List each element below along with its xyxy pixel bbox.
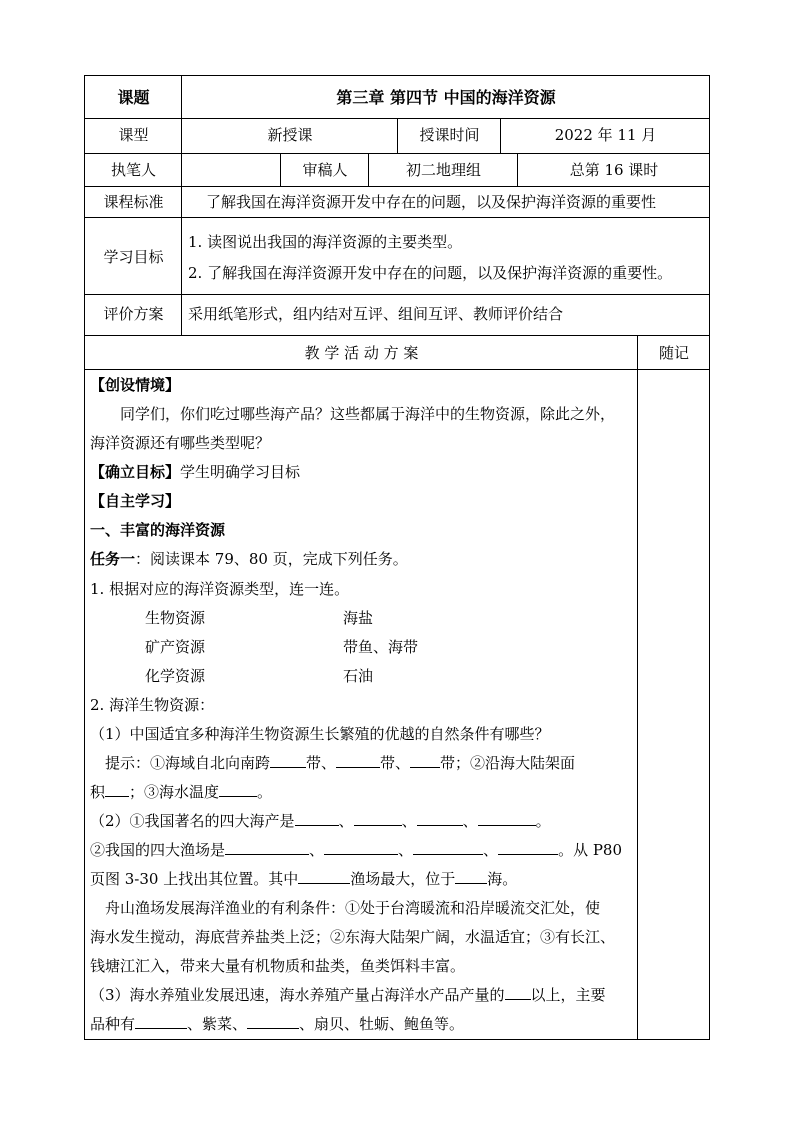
match-left-item: 化学资源	[145, 667, 206, 685]
task-line	[90, 548, 408, 570]
question: （1）中国适宜多种海洋生物资源生长繁殖的优越的自然条件有哪些？	[90, 725, 550, 743]
page-title: 第三章 第四节 中国的海洋资源	[336, 88, 556, 107]
table-rule	[84, 335, 710, 336]
hint-line: 积 ；③海水温度 。	[90, 783, 273, 801]
type-label: 课型	[118, 126, 149, 144]
answer-blank[interactable]	[270, 752, 306, 768]
answer-blank[interactable]	[505, 984, 531, 1000]
table-border-top	[84, 75, 710, 76]
topic-label: 课题	[117, 88, 150, 107]
standard-label: 课程标准	[103, 193, 164, 211]
match-left-item: 矿产资源	[145, 638, 206, 656]
answer-blank[interactable]	[498, 839, 558, 855]
eval-label: 评价方案	[103, 305, 164, 323]
table-border-left	[84, 75, 85, 1040]
goal-line	[90, 461, 300, 483]
paragraph: 海洋资源还有哪些类型呢？	[90, 434, 271, 452]
answer-blank[interactable]	[219, 781, 257, 797]
notes-heading: 随记	[658, 344, 689, 362]
hint-line: 提示：①海域自北向南跨 带、 带、 带；②沿海大陆架面	[105, 754, 576, 772]
match-right-item: 石油	[343, 667, 374, 685]
answer-blank[interactable]	[105, 781, 129, 797]
answer-blank[interactable]	[413, 839, 483, 855]
plan-heading: 教 学 活 动 方 案	[304, 344, 419, 362]
paragraph: 舟山渔场发展海洋渔业的有利条件：①处于台湾暖流和沿岸暖流交汇处，使	[105, 899, 601, 917]
type-value: 新授课	[267, 126, 313, 144]
question: 2. 海洋生物资源：	[90, 696, 215, 714]
answer-blank[interactable]	[354, 810, 402, 826]
question: （3）海水养殖业发展迅速，海水养殖产量占海洋水产品产量的 以上，主要	[90, 986, 606, 1004]
answer-blank[interactable]	[295, 810, 339, 826]
table-border-bottom	[84, 1039, 710, 1040]
reviewer-label: 审稿人	[302, 161, 348, 179]
goal-text: 学生明确学习目标	[180, 463, 301, 481]
period-value: 总第 16 课时	[569, 161, 659, 179]
eval-value: 采用纸笔形式，组内结对互评、组间互评、教师评价结合	[188, 305, 564, 323]
question: 1. 根据对应的海洋资源类型，连一连。	[90, 580, 350, 598]
standard-value: 了解我国在海洋资源开发中存在的问题，以及保护海洋资源的重要性	[206, 193, 657, 211]
match-right-item: 海盐	[343, 609, 374, 627]
task-text: ：阅读课本 79、80 页，完成下列任务。	[135, 550, 408, 568]
answer-blank[interactable]	[336, 752, 380, 768]
question: ②我国的四大渔场是 、 、 、 。从 P80	[90, 841, 623, 859]
table-rule	[84, 369, 710, 370]
author-label: 执笔人	[110, 161, 156, 179]
answer-blank[interactable]	[417, 810, 463, 826]
question: 页图 3-30 上找出其位置。其中 渔场最大，位于 海。	[90, 870, 518, 888]
time-label: 授课时间	[419, 126, 480, 144]
situation-heading: 【创设情境】	[90, 376, 181, 394]
answer-blank[interactable]	[225, 839, 309, 855]
answer-blank[interactable]	[455, 868, 487, 884]
answer-blank[interactable]	[135, 1013, 187, 1029]
answer-blank[interactable]	[247, 1013, 299, 1029]
goal-heading: 【确立目标】	[90, 463, 181, 481]
self-study-heading: 【自主学习】	[90, 492, 181, 510]
section-heading: 一、丰富的海洋资源	[90, 521, 226, 539]
question: （2）①我国著名的四大海产是 、 、 、 。	[90, 812, 551, 830]
goals-label: 学习目标	[103, 248, 164, 266]
time-value: 2022 年 11 月	[554, 126, 657, 144]
goal-item: 2. 了解我国在海洋资源开发中存在的问题，以及保护海洋资源的重要性。	[188, 264, 673, 282]
match-right-item: 带鱼、海带	[343, 638, 419, 656]
reviewer-value: 初二地理组	[405, 161, 481, 179]
table-rule	[84, 294, 710, 295]
match-left-item: 生物资源	[145, 609, 206, 627]
answer-blank[interactable]	[298, 868, 350, 884]
table-rule	[637, 335, 638, 1040]
paragraph: 海水发生搅动，海底营养盐类上泛；②东海大陆架广阔，水温适宜；③有长江、	[90, 928, 616, 946]
answer-blank[interactable]	[478, 810, 536, 826]
paragraph: 钱塘江汇入，带来大量有机物质和盐类，鱼类饵料丰富。	[90, 957, 466, 975]
answer-blank[interactable]	[324, 839, 398, 855]
question: 品种有 、紫菜、 、扇贝、牡蛎、鲍鱼等。	[90, 1015, 465, 1033]
task-heading: 任务一	[90, 550, 136, 568]
table-rule	[84, 153, 710, 154]
answer-blank[interactable]	[410, 752, 440, 768]
table-rule	[84, 186, 710, 187]
paragraph: 同学们，你们吃过哪些海产品？这些都属于海洋中的生物资源，除此之外，	[120, 405, 616, 423]
goal-item: 1. 读图说出我国的海洋资源的主要类型。	[188, 233, 463, 251]
table-rule	[84, 217, 710, 218]
table-border-right	[709, 75, 710, 1040]
